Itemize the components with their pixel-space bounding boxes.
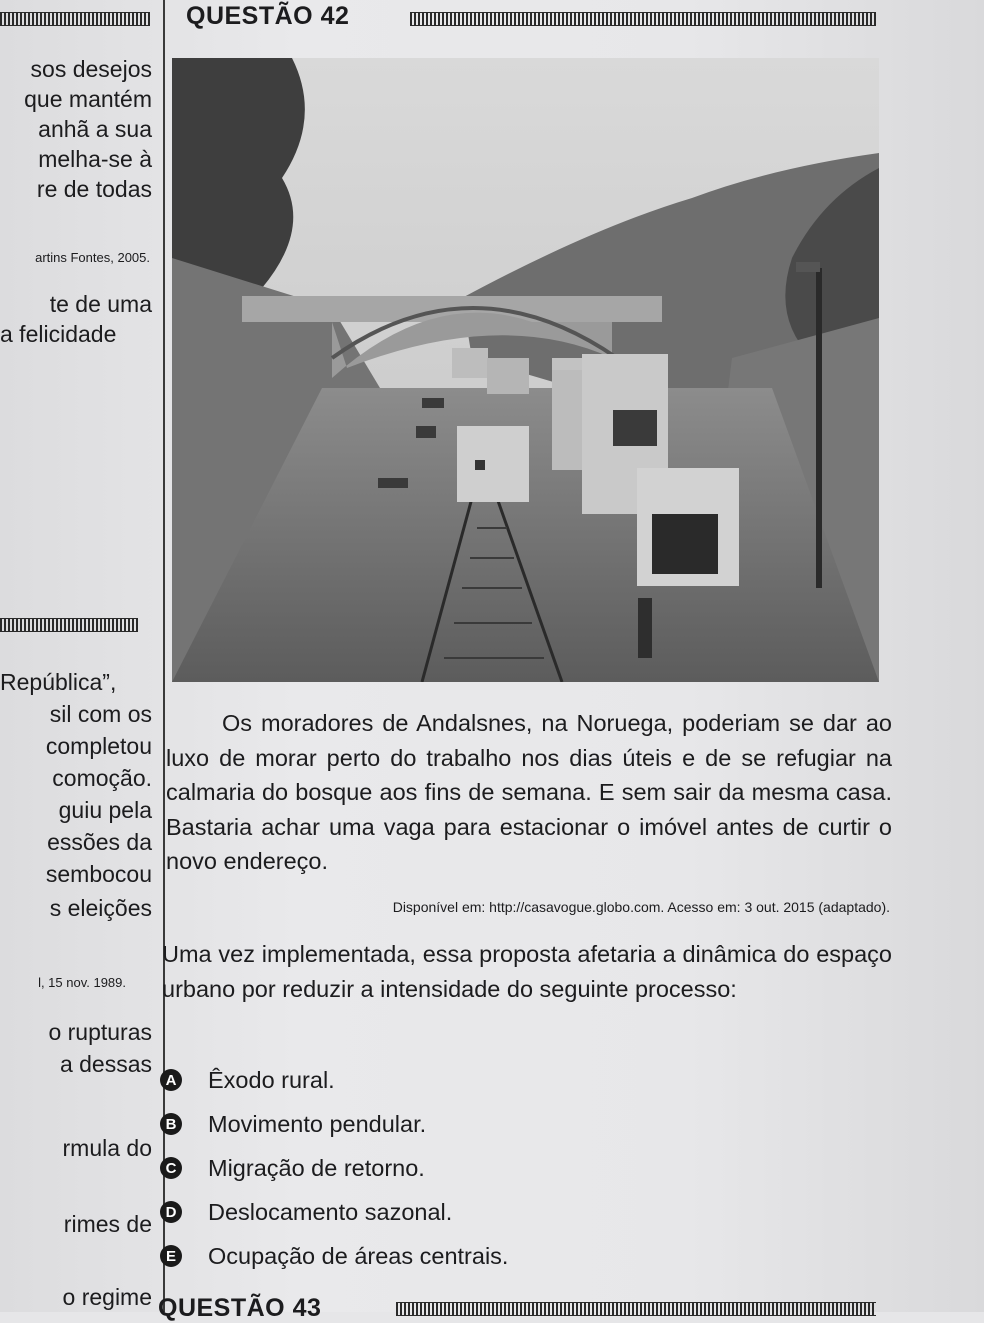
left-text-line: sil com os: [49, 701, 152, 727]
option-text: Movimento pendular.: [208, 1110, 427, 1137]
left-column: [0, 0, 160, 1312]
left-text-line: te de uma: [49, 291, 152, 317]
option-text: Deslocamento sazonal.: [208, 1198, 453, 1225]
left-text-line: comoção.: [52, 765, 152, 791]
option-d[interactable]: [160, 1190, 508, 1234]
passage-source: Disponível em: http://casavogue.globo.com. Acesso em: 3 out. 2015 (adaptado).: [392, 899, 890, 915]
question-title: QUESTÃO 42: [186, 2, 350, 30]
header-decoration-left: [0, 12, 150, 26]
left-text-line: essões da: [47, 829, 152, 855]
option-letter-badge: C: [160, 1157, 182, 1179]
option-c[interactable]: [160, 1146, 508, 1190]
left-text-line: República”,: [0, 669, 117, 695]
left-text-line: melha-se à: [38, 146, 152, 172]
left-text-line: que mantém: [24, 86, 152, 112]
question-passage: [166, 706, 892, 879]
left-text-line: s eleições: [49, 895, 152, 921]
left-text-line: o rupturas: [48, 1019, 152, 1045]
left-text-line: guiu pela: [58, 797, 152, 823]
option-letter-badge: A: [160, 1069, 182, 1091]
next-question-title: QUESTÃO 43: [158, 1294, 322, 1322]
left-source: l, 15 nov. 1989.: [38, 975, 126, 990]
question-stem: Uma vez implementada, essa proposta afetaria a dinâmica do espaço urbano por reduzir a intensidade do seguinte processo:: [162, 941, 892, 1002]
left-text-line: o regime: [62, 1284, 152, 1310]
left-text-line: a dessas: [59, 1051, 152, 1077]
answer-options: [160, 1058, 508, 1278]
option-text: Êxodo rural.: [208, 1066, 335, 1093]
left-text-line: re de todas: [36, 176, 152, 202]
left-text-line: completou: [45, 733, 152, 759]
photo-houses-on-railway: [172, 58, 879, 682]
option-b[interactable]: [160, 1102, 508, 1146]
option-e[interactable]: [160, 1234, 508, 1278]
footer-decoration: [396, 1302, 876, 1316]
option-a[interactable]: [160, 1058, 508, 1102]
option-letter-badge: D: [160, 1201, 182, 1223]
left-text-line: sos desejos: [30, 56, 152, 82]
option-letter-badge: E: [160, 1245, 182, 1267]
header-decoration: [410, 12, 876, 26]
option-text: Ocupação de áreas centrais.: [208, 1242, 509, 1269]
passage-text: Os moradores de Andalsnes, na Noruega, poderiam se dar ao luxo de morar perto do trabalho nos dias úteis e de se refugiar na calmaria do bosque aos fins de semana. E sem sair da mesma casa. Bastaria achar uma vaga para estacionar o imóvel antes de curtir o novo endereço.: [166, 710, 892, 874]
section-decoration-left: [0, 618, 138, 632]
left-text-line: a felicidade: [0, 321, 117, 347]
left-text-line: rimes de: [63, 1211, 152, 1237]
option-letter-badge: B: [160, 1113, 182, 1135]
left-text-line: sembocou: [45, 861, 152, 887]
left-text-line: anhã a sua: [38, 116, 152, 142]
option-text: Migração de retorno.: [208, 1154, 425, 1181]
left-text-line: rmula do: [62, 1135, 152, 1161]
left-source: artins Fontes, 2005.: [35, 250, 150, 265]
